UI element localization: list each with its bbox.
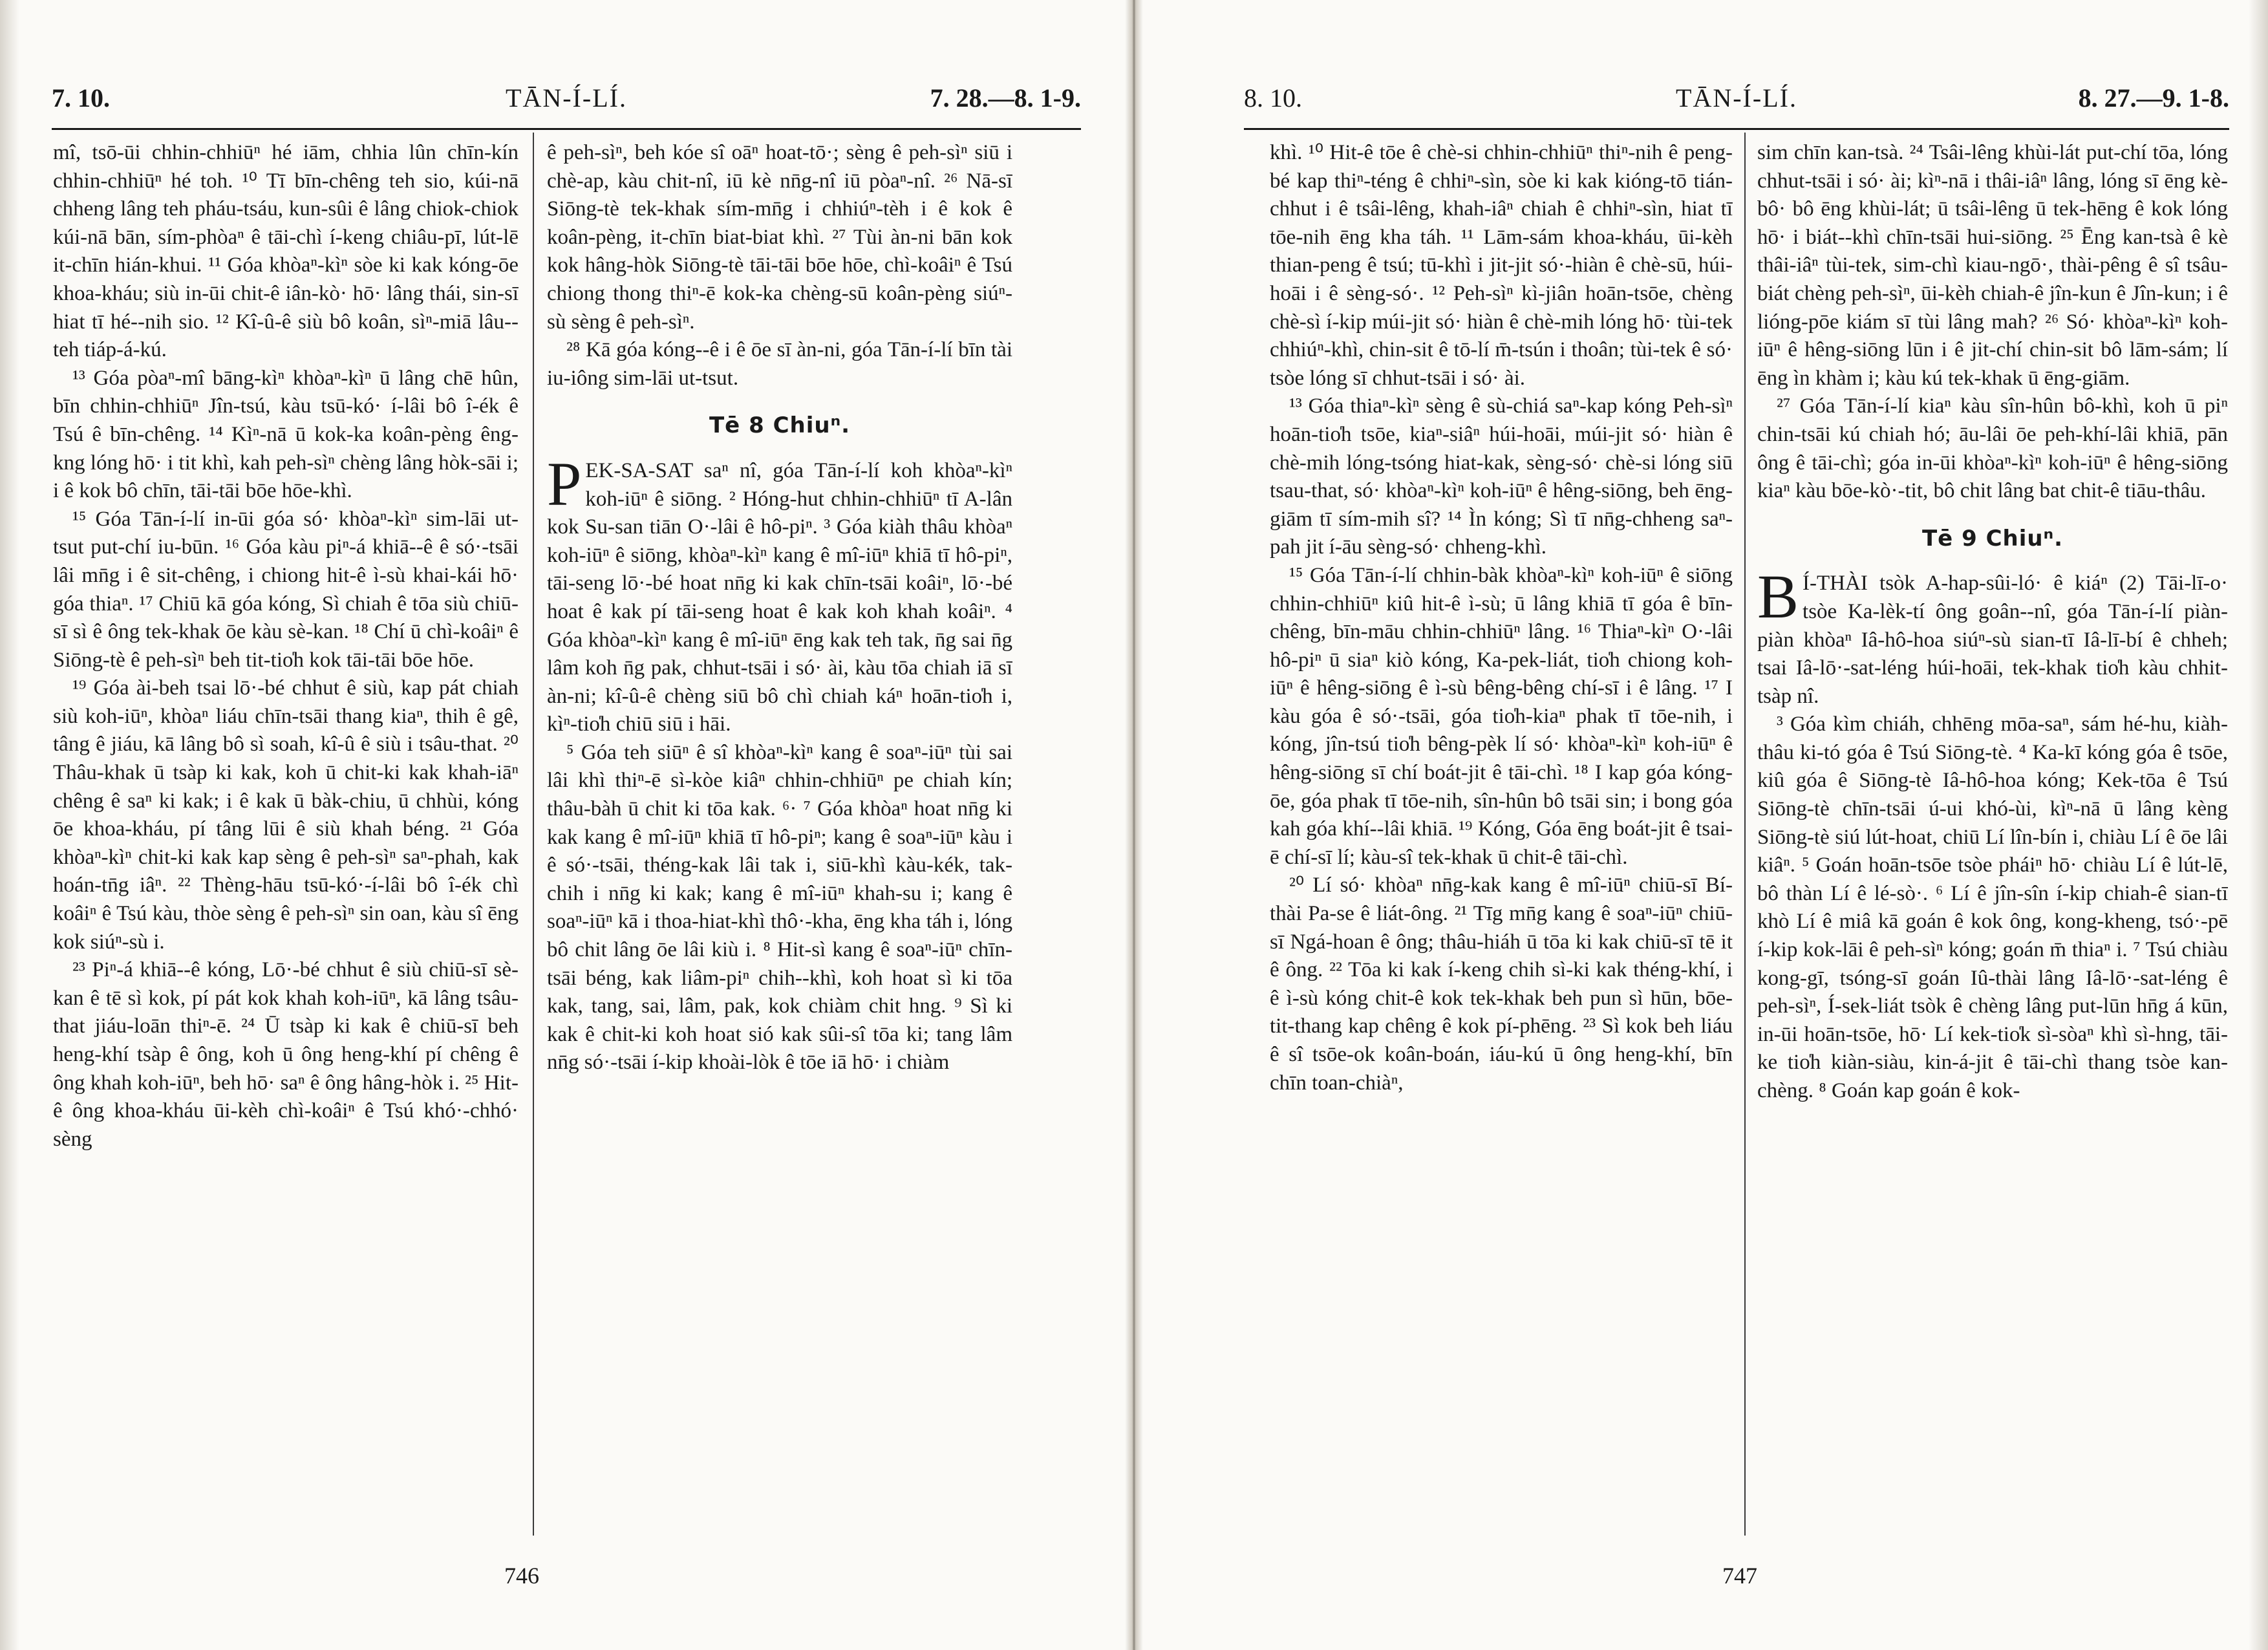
paragraph: ³ Góa kìm chiáh, chhēng mōa-saⁿ, sám hé-hu, kiàh-thâu ki-tó góa ê Tsú Siōng-tè. ⁴ Ka-kī kóng góa ê tsōe, kiû góa ê Siōng-tè Iâ-hô-hoa kóng; Kek-tōa ê Tsú Siōng-tè chīn-tsāi ú-ui khó-ùi, kìⁿ-nā ū lâng kèng Siōng-tè siú lút-hoat, chiū Lí lîn-bín i, chiàu Lí ê ōe lâi kiâⁿ. ⁵ Goán hoān-tsōe tsòe pháiⁿ hō· chiàu Lí ê lút-lē, bô thàn Lí ê lé-sò·. ⁶ Lí ê jîn-sîn í-kip chiah-ê sian-tī khò Lí ê miâ kā goán ê kok ông, kong-kheng, tsó·-pē í-kip kok-lāi ê peh-sìⁿ kóng; goán m̄ thiaⁿ i. ⁷ Tsú chiàu kong-gī, tsóng-sī goán Iû-thài lâng Iâ-lō·-sat-léng ê peh-sìⁿ, Í-sek-liát tsòk ê chèng lâng put-lūn hn̄g á kūn, in-ūi hoān-tsōe, hō· Lí kek-tio̍k sì-sòaⁿ khì sì-hng, tāi-ke tio̍h kiàn-siàu, kin-á-jit ê tāi-chì thang tsòe kan-chèng. ⁸ Goán kap goán ê kok-: [1757, 712, 2228, 1102]
left-column-2: [547, 139, 1012, 1523]
paragraph: ê peh-sìⁿ, beh kóe sî oāⁿ hoat-tō·; sèng ê peh-sìⁿ siū i chè-ap, kàu chit-nî, iū kè nn̄g-nî iū pòaⁿ-nî. ²⁶ Nā-sī Siōng-tè tek-khak sím-mn̄g i chhiúⁿ-tèh i ê kok ê koân-pèng, it-chīn biat-biat khì. ²⁷ Tùi àn-ni bān kok kok hâng-hòk Siōng-tè tāi-tāi bōe hōe, chì-koâiⁿ ê Tsú chiong thong thiⁿ-ē kok-ka chèng-sū koân-pèng siúⁿ-sù sèng ê peh-sìⁿ.: [547, 141, 1012, 334]
paragraph: ²⁸ Kā góa kóng--ê i ê ōe sī àn-ni, góa Tān-í-lí bīn tài iu-iông sim-lāi ut-tsut.: [547, 338, 1012, 390]
column-divider: [1744, 133, 1746, 1536]
paragraph: ¹³ Góa pòaⁿ-mî bāng-kìⁿ khòaⁿ-kìⁿ ū lâng chē hûn, bīn chhin-chhiūⁿ Jîn-tsú, kàu tsū-kó· í-lâi bô î-ék ê Tsú ê bīn-chêng. ¹⁴ Kìⁿ-nā ū kok-ka koân-pèng êng-kng lóng hō· i tit khì, kah peh-sìⁿ chèng lâng hòk-sāi i; i ê kok bô chīn, tāi-tāi bōe hōe-khì.: [53, 366, 519, 503]
left-column-1: [53, 139, 519, 1523]
paragraph: ²⁰ Lí só· khòaⁿ nn̄g-kak kang ê mî-iūⁿ chiū-sī Bí-thài Pa-se ê liát-ông. ²¹ Tīg mn̄g kang ê soaⁿ-iūⁿ chiū-sī Ngá-hoan ê ông; thâu-hiáh ū tōa ki kak chiū-sī tē it ê ông. ²² Tōa ki kak í-keng chih sì-ki kak théng-khí, i ê ì-sù kóng chit-ê kok tek-khak beh pun sì hūn, bōe-tit-thang kap chêng ê kok pí-phēng. ²³ Sì kok beh liáu ê sî tsōe-ok koân-boán, iáu-kú ū ông heng-khí, bīn chīn toan-chiàⁿ,: [1270, 873, 1733, 1095]
right-column-1: [1270, 139, 1733, 1523]
paragraph: Í-THÀI tsòk A-hap-sûi-ló· ê kiáⁿ (2) Tāi-lī-o· tsòe Ka-lèk-tí ông goân--nî, góa Tān-í-lí piàn-piàn khòaⁿ Iâ-hô-hoa siúⁿ-sù sian-tī Iâ-lī-bí ê chheh; tsai Iâ-lō·-sat-léng húi-hoāi, tek-khak tio̍h kàu chhit-tsàp nî.: [1757, 572, 2228, 708]
left-page: [0, 0, 1133, 1650]
column-divider: [533, 133, 534, 1536]
book-gutter: [1125, 0, 1143, 1650]
page-number: 746: [504, 1563, 539, 1589]
paragraph: ⁵ Góa teh siūⁿ ê sî khòaⁿ-kìⁿ kang ê soaⁿ-iūⁿ tùi sai lâi khì thiⁿ-ē sì-kòe kiâⁿ chhin-chhiūⁿ pe chiah kín; thâu-bàh ū chit ki tōa kak. ⁶· ⁷ Góa khòaⁿ hoat nn̄g ki kak kang ê mî-iūⁿ khiā tī hô-piⁿ; kang ê soaⁿ-iūⁿ kàu i ê só·-tsāi, théng-kak lâi tak i, siū-khì kàu-kék, tak-chih i nn̄g ki kak; kang ê mî-iūⁿ khah-su i; kang ê soaⁿ-iūⁿ kā i thoa-hiat-khì thô·-kha, ēng kha táh i, lóng bô chit lâng ōe lâi kiù i. ⁸ Hit-sì kang ê soaⁿ-iūⁿ chīn-tsāi béng, kak liâm-piⁿ chih--khì, koh hoat sì ki tōa kak, tang, sai, lâm, pak, kok chiàm chit hng. ⁹ Sì ki kak ê chit-ki koh hoat sió kak sûi-sî tōa ki; tang lâm nn̄g só·-tsāi í-kip khoài-lòk ê tōe iā hō· i chiàm: [547, 740, 1012, 1075]
left-header-title: TĀN-Í-LÍ.: [506, 83, 627, 112]
paragraph: ¹⁹ Góa ài-beh tsai lō·-bé chhut ê siù, kap pát chiah siù koh-iūⁿ, khòaⁿ liáu chīn-tsāi thang kiaⁿ, thih ê gê, tâng ê jiáu, kā lâng bô sì soah, kî-û ê siù i tsâu-that. ²⁰ Thâu-khak ū tsàp ki kak, koh ū chit-ki kak khah-iāⁿ chêng ê saⁿ ki kak; i ê kak ū bàk-chiu, ū chhùi, kóng ōe khoa-kháu, pí tâng lūi ê siù khah béng. ²¹ Góa khòaⁿ-kìⁿ chit-ki kak kap sèng ê peh-sìⁿ saⁿ-phah, kak hoán-tn̄g iâⁿ. ²² Thèng-hāu tsū-kó·-í-lâi bô î-ék chì koâiⁿ ê Tsú kàu, thòe sèng ê peh-sìⁿ sin oan, kàu sî ēng kok siúⁿ-sù i.: [53, 676, 519, 954]
paragraph: ¹⁵ Góa Tān-í-lí chhin-bàk khòaⁿ-kìⁿ koh-iūⁿ ê siōng chhin-chhiūⁿ kiû hit-ê ì-sù; ū lâng khiā tī góa ê bīn-chêng, bīn-māu chhin-chhiūⁿ lâng. ¹⁶ Thiaⁿ-kìⁿ O·-lâi hô-piⁿ ū siaⁿ kiò kóng, Ka-pek-liát, tio̍h chiong koh-iūⁿ ê hêng-siōng ê ì-sù bêng-bêng chí-sī i ê lâng. ¹⁷ I kàu góa ê só·-tsāi, góa tio̍h-kiaⁿ phak tī tōe-nih, i kóng, jîn-tsú tio̍h bêng-pèk lí só· khòaⁿ-kìⁿ koh-iūⁿ ê hêng-siōng sī chí boát-jit ê tāi-chì. ¹⁸ I kap góa kóng-ōe, góa phak tī tōe-nih, sîn-hûn bô tsāi sin; i bong góa kah góa khí--lâi khiā. ¹⁹ Kóng, Góa ēng boát-jit ê tsai-ē chí-sī lí; kàu-sî tek-khak ū chit-ê tāi-chì.: [1270, 563, 1733, 869]
drop-cap: P: [547, 449, 582, 519]
left-header-rule: [52, 128, 1081, 130]
drop-cap: B: [1757, 562, 1799, 632]
right-page-header: [1244, 83, 2229, 122]
paragraph: EK-SA-SAT saⁿ nî, góa Tān-í-lí koh khòaⁿ-kìⁿ koh-iūⁿ ê siōng. ² Hóng-hut chhin-chhiūⁿ tī A-lân kok Su-san tiān O·-lâi ê hô-piⁿ. ³ Góa kiàh thâu khòaⁿ koh-iūⁿ ê siōng, khòaⁿ-kìⁿ kang ê mî-iūⁿ khiā tī hô-piⁿ, tāi-seng lō·-bé hoat nn̄g ki kak chīn-tsāi koâiⁿ, lō·-bé hoat ê kak pí tāi-seng hoat ê kak koh khah koâiⁿ. ⁴ Góa khòaⁿ-kìⁿ kang ê mî-iūⁿ ēng kak teh tak, n̄g sai n̄g lâm koh n̄g pak, chhut-tsāi i só· ài, kàu tōa chiah iā sī àn-ni; kî-û-ê chèng siū bô chì chiah káⁿ hoān-tio̍h i, kìⁿ-tio̍h chiū siū i hāi.: [547, 458, 1012, 736]
right-column-2: [1757, 139, 2228, 1523]
page-number: 747: [1722, 1563, 1757, 1589]
paragraph: sim chīn kan-tsà. ²⁴ Tsâi-lêng khùi-lát put-chí tōa, lóng chhut-tsāi i só· ài; kìⁿ-nā i thâi-iâⁿ lâng, lóng sī ēng kè-bô· bô ēng khùi-lát; ū tsâi-lêng ū tek-hēng ê kok lóng hō· i biát--khì chīn-tsāi hui-siōng. ²⁵ Ēng kan-tsà ê kè thâi-iâⁿ tùi-tek, sim-chì kiau-ngō·, thài-pêng ê sî tsâu-biát chèng peh-sìⁿ, ūi-kèh chiah-ê jîn-kun ê Jîn-kun; i ê lióng-pōe kiám sī tùi lâng mah? ²⁶ Só· khòaⁿ-kìⁿ koh-iūⁿ ê hêng-siōng lūn i ê jit-chí chin-sit bô lām-sám; lí ēng ìn khàm i; kàu kú tek-khak ū ēng-giām.: [1757, 141, 2228, 390]
paragraph: khì. ¹⁰ Hit-ê tōe ê chè-si chhin-chhiūⁿ thiⁿ-nih ê peng-bé kap thiⁿ-téng ê chhiⁿ-sìn, sòe ki kak kióng-tō tián-chhut i ê tsâi-lêng, khah-iâⁿ chiah ê chhiⁿ-sìn, hiat tī tōe-nih ēng kha táh. ¹¹ Lām-sám khoa-kháu, ūi-kèh thian-peng ê tsú; tū-khì i jit-jit só·-hiàn ê chè-sū, húi-hoāi i ê sèng-só·. ¹² Peh-sìⁿ kì-jiân hoān-tsōe, chèng chè-sì í-kip múi-jit só· hiàn ê chè-mih lóng hō· tùi-tek chhiúⁿ-khì, chin-sit ê tō-lí m̄-tsún i thoân; tùi-tek ê só· tsòe lóng sī chhut-tsāi i só· ài.: [1270, 141, 1733, 390]
right-header-rule: [1244, 128, 2229, 130]
left-page-edge: [0, 0, 19, 1650]
chapter-heading: Tē 8 Chiuⁿ.: [709, 412, 850, 439]
chapter-opening: [1757, 562, 2228, 711]
right-header-chapter-ref: 8. 10.: [1244, 83, 1302, 112]
paragraph: ²³ Piⁿ-á khiā--ê kóng, Lō·-bé chhut ê siù chiū-sī sè-kan ê tē sì kok, pí pát kok khah koh-iūⁿ, kā lâng tsâu-that jiáu-loān thiⁿ-ē. ²⁴ Ū tsàp ki kak ê chiū-sī beh heng-khí tsàp ê ông, koh ū ông heng-khí pí chêng ê ông khah koh-iūⁿ, beh hō· saⁿ ê ông hâng-hòk i. ²⁵ Hit-ê ông khoa-kháu ūi-kèh chì-koâiⁿ ê Tsú khó·-chhó· sèng: [53, 958, 519, 1151]
chapter-opening: [547, 449, 1012, 739]
right-header-title: TĀN-Í-LÍ.: [1676, 83, 1797, 112]
paragraph: mî, tsō-ūi chhin-chhiūⁿ hé iām, chhia lûn chīn-kín chhin-chhiūⁿ hé toh. ¹⁰ Tī bīn-chêng teh sio, kúi-nā chheng lâng teh pháu-tsáu, kun-sûi ê lâng chiok-chiok kúi-nā bān, sím-phòaⁿ ê tāi-chì í-keng chiâu-pī, lút-lē it-chīn hián-khui. ¹¹ Góa khòaⁿ-kìⁿ sòe ki kak kóng-ōe khoa-kháu; siù in-ūi chit-ê iân-kò· hō· lâng thái, sin-sī hiat tī hé--nih sio. ¹² Kî-û-ê siù bô koân, sìⁿ-miā lâu--teh tiáp-á-kú.: [53, 141, 519, 362]
left-header-chapter-ref: 7. 10.: [52, 83, 110, 112]
paragraph: ¹⁵ Góa Tān-í-lí in-ūi góa só· khòaⁿ-kìⁿ sim-lāi ut-tsut put-chí iu-būn. ¹⁶ Góa kàu piⁿ-á khiā--ê ê só·-tsāi lâi mn̄g i ê sit-chêng, i chiong hit-ê ì-sù khai-kái hō· góa thiaⁿ. ¹⁷ Chiū kā góa kóng, Sì chiah ê tōa siù chiū-sī sì ê ông tek-khak ōe kàu sè-kan. ¹⁸ Chí ū chì-koâiⁿ ê Siōng-tè ê peh-sìⁿ beh tit-tio̍h kok tāi-tāi bōe hōe.: [53, 507, 519, 672]
paragraph: ¹³ Góa thiaⁿ-kìⁿ sèng ê sù-chiá saⁿ-kap kóng Peh-sìⁿ hoān-tio̍h tsōe, kiaⁿ-siâⁿ húi-hoāi, múi-jit só· hiàn ê chè-mih lóng-tsóng hiat-kak, sèng-só· chè-si lóng siū tsau-that, só· khòaⁿ-kìⁿ koh-iūⁿ ê hêng-siōng, beh ēng-giām tī sím-mih sî? ¹⁴ Ìn kóng; Sì tī nn̄g-chheng saⁿ-pah jit í-āu sèng-só· chheng-khì.: [1270, 394, 1733, 559]
left-header-verse-range: 7. 28.—8. 1-9.: [930, 83, 1081, 112]
left-page-header: [52, 83, 1081, 122]
paragraph: ²⁷ Góa Tān-í-lí kiaⁿ kàu sîn-hûn bô-khì, koh ū piⁿ chin-tsāi kú chiah hó; āu-lâi ōe peh-khí-lâi khiā, pān ông ê tāi-chì; góa in-ūi khòaⁿ-kìⁿ koh-iūⁿ ê hêng-siōng kiaⁿ kàu bōe-kò·-tit, bô chit lâng bat chit-ê tiāu-thâu.: [1757, 394, 2228, 503]
chapter-heading: Tē 9 Chiuⁿ.: [1921, 525, 2063, 552]
right-header-verse-range: 8. 27.—9. 1-8.: [2078, 83, 2229, 112]
